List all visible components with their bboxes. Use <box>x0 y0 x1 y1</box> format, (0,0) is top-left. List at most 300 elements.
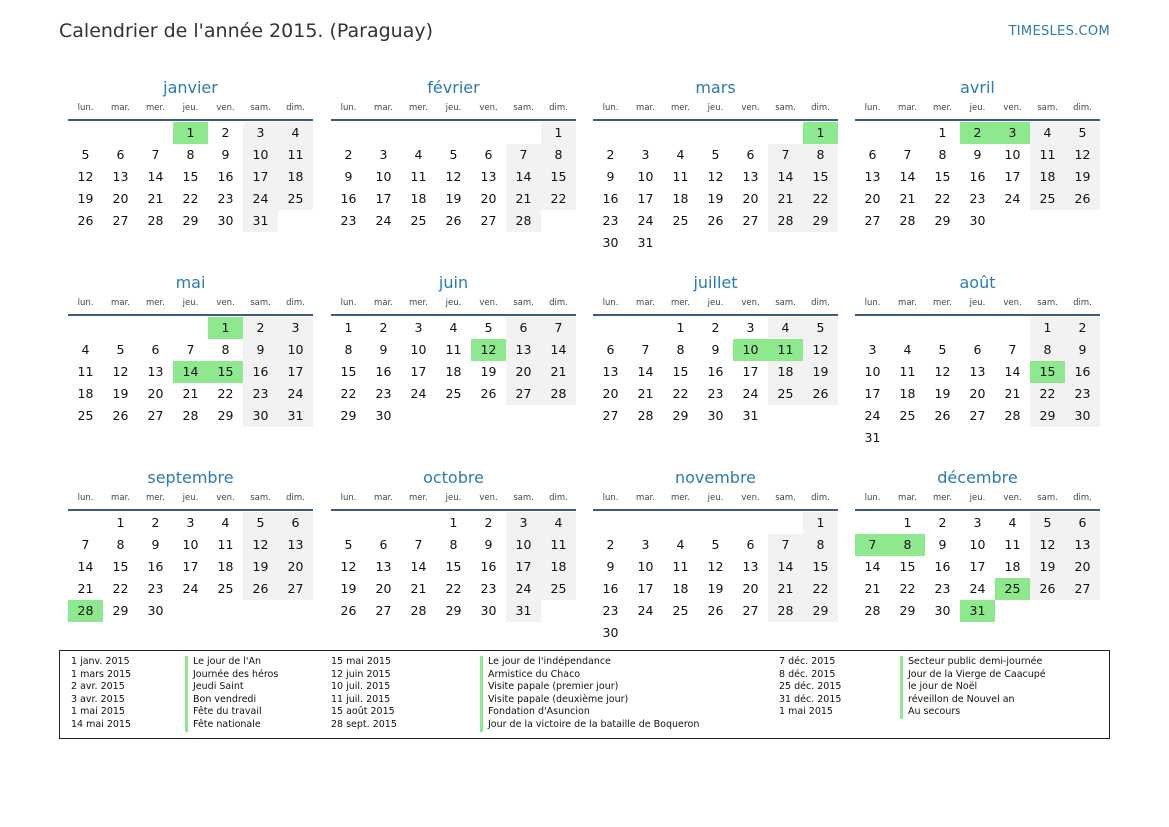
weekday-label: ven. <box>741 103 760 113</box>
day-cell: 29 <box>1030 405 1065 427</box>
holiday-names-column <box>185 656 278 732</box>
day-cell: 7 <box>903 147 912 162</box>
day-cell: 1 <box>116 515 125 530</box>
month-divider <box>593 314 838 316</box>
weekday-label: lun. <box>602 103 619 113</box>
day-cell: 2 <box>243 317 278 339</box>
day-cell: 10 <box>637 559 654 574</box>
day-cell: 19 <box>243 556 278 578</box>
day-cell: 18 <box>672 191 689 206</box>
day-cell: 10 <box>278 339 313 361</box>
day-cell: 16 <box>1065 361 1100 383</box>
holiday-date: 31 déc. 2015 <box>779 693 842 705</box>
day-cell: 18 <box>445 364 462 379</box>
day-cell: 7 <box>541 317 576 339</box>
holiday-name: Fête du travail <box>185 706 278 719</box>
day-cell: 29 <box>803 600 838 622</box>
day-cell: 18 <box>77 386 94 401</box>
day-cell: 17 <box>742 364 759 379</box>
weekday-label: jeu. <box>969 493 986 503</box>
weekday-label: mar. <box>111 493 130 503</box>
day-cell: 19 <box>480 364 497 379</box>
day-cell: 23 <box>1065 383 1100 405</box>
day-cell: 3 <box>746 320 755 335</box>
day-cell: 9 <box>606 169 615 184</box>
day-cell: 5 <box>116 342 125 357</box>
day-cell: 9 <box>973 147 982 162</box>
day-cell: 1 <box>803 512 838 534</box>
holiday-day-cell: 15 <box>208 361 243 383</box>
day-cell: 12 <box>1030 534 1065 556</box>
weekday-label: lun. <box>864 493 881 503</box>
day-cell: 30 <box>243 405 278 427</box>
day-cell: 17 <box>1004 169 1021 184</box>
day-cell: 29 <box>112 603 129 618</box>
day-cell: 6 <box>379 537 388 552</box>
day-cell: 9 <box>938 537 947 552</box>
day-cell: 3 <box>414 320 423 335</box>
day-cell: 25 <box>410 213 427 228</box>
day-cell: 12 <box>77 169 94 184</box>
weekday-label: lun. <box>77 103 94 113</box>
day-cell: 15 <box>899 559 916 574</box>
holiday-name: Armistice du Chaco <box>480 669 699 682</box>
day-cell: 19 <box>934 386 951 401</box>
day-cell: 6 <box>151 342 160 357</box>
day-cell: 21 <box>182 386 199 401</box>
day-cell: 5 <box>484 320 493 335</box>
day-cell: 23 <box>147 581 164 596</box>
day-cell: 2 <box>938 515 947 530</box>
weekday-label: mar. <box>374 298 393 308</box>
day-cell: 13 <box>864 169 881 184</box>
day-cell: 5 <box>243 512 278 534</box>
holiday-day-cell: 12 <box>471 339 506 361</box>
weekday-label: mar. <box>636 493 655 503</box>
day-cell: 13 <box>969 364 986 379</box>
day-cell: 15 <box>803 166 838 188</box>
holiday-day-cell: 1 <box>173 122 208 144</box>
weekday-label: jeu. <box>182 103 199 113</box>
day-cell: 19 <box>707 191 724 206</box>
day-cell: 8 <box>541 144 576 166</box>
day-cell: 11 <box>77 364 94 379</box>
weekday-label: dim. <box>549 103 568 113</box>
day-cell: 2 <box>344 147 353 162</box>
day-cell: 16 <box>602 191 619 206</box>
month-name: décembre <box>937 468 1018 487</box>
day-cell: 20 <box>112 191 129 206</box>
day-cell: 10 <box>864 364 881 379</box>
day-cell: 4 <box>676 147 685 162</box>
day-cell: 11 <box>278 144 313 166</box>
day-cell: 13 <box>375 559 392 574</box>
day-cell: 29 <box>445 603 462 618</box>
day-cell: 17 <box>864 386 881 401</box>
day-cell: 26 <box>1065 188 1100 210</box>
day-cell: 30 <box>602 625 619 640</box>
day-cell: 1 <box>938 125 947 140</box>
day-cell: 4 <box>903 342 912 357</box>
month-name: mai <box>175 273 206 292</box>
day-cell: 3 <box>379 147 388 162</box>
day-cell: 6 <box>606 342 615 357</box>
holiday-day-cell: 7 <box>855 534 890 556</box>
day-cell: 27 <box>602 408 619 423</box>
day-cell: 27 <box>1065 578 1100 600</box>
day-cell: 4 <box>414 147 423 162</box>
day-cell: 7 <box>151 147 160 162</box>
day-cell: 13 <box>278 534 313 556</box>
day-cell: 2 <box>151 515 160 530</box>
day-cell: 9 <box>1065 339 1100 361</box>
day-cell: 30 <box>147 603 164 618</box>
day-cell: 25 <box>899 408 916 423</box>
day-cell: 26 <box>934 408 951 423</box>
day-cell: 13 <box>1065 534 1100 556</box>
day-cell: 28 <box>637 408 654 423</box>
day-cell: 8 <box>676 342 685 357</box>
day-cell: 14 <box>541 339 576 361</box>
day-cell: 22 <box>541 188 576 210</box>
weekday-label: lun. <box>864 103 881 113</box>
day-cell: 24 <box>864 408 881 423</box>
day-cell: 6 <box>868 147 877 162</box>
holiday-date: 1 mars 2015 <box>71 668 132 680</box>
day-cell: 5 <box>938 342 947 357</box>
holiday-list <box>59 650 1110 739</box>
weekday-label: jeu. <box>445 298 462 308</box>
holiday-name: Visite papale (premier jour) <box>480 681 699 694</box>
weekday-label: sam. <box>1037 493 1058 503</box>
day-cell: 23 <box>707 386 724 401</box>
month-divider <box>855 119 1100 121</box>
holiday-dates-column <box>779 656 841 719</box>
day-cell: 13 <box>506 339 541 361</box>
day-cell: 11 <box>445 342 462 357</box>
day-cell: 27 <box>742 603 759 618</box>
holiday-dates-column <box>71 656 131 732</box>
day-cell: 9 <box>606 559 615 574</box>
day-cell: 31 <box>637 235 654 250</box>
weekday-label: dim. <box>286 493 305 503</box>
day-cell: 23 <box>602 603 619 618</box>
day-cell: 19 <box>1065 166 1100 188</box>
day-cell: 7 <box>414 537 423 552</box>
day-cell: 22 <box>1030 383 1065 405</box>
day-cell: 17 <box>375 191 392 206</box>
day-cell: 4 <box>81 342 90 357</box>
day-cell: 19 <box>77 191 94 206</box>
day-cell: 21 <box>541 361 576 383</box>
day-cell: 11 <box>672 559 689 574</box>
day-cell: 16 <box>147 559 164 574</box>
month-name: septembre <box>147 468 234 487</box>
day-cell: 16 <box>340 191 357 206</box>
day-cell: 27 <box>112 213 129 228</box>
day-cell: 11 <box>672 169 689 184</box>
day-cell: 8 <box>1030 339 1065 361</box>
day-cell: 17 <box>969 559 986 574</box>
weekday-label: mer. <box>146 493 165 503</box>
day-cell: 24 <box>375 213 392 228</box>
holiday-names-column <box>480 656 699 732</box>
day-cell: 3 <box>278 317 313 339</box>
weekday-label: ven. <box>479 298 498 308</box>
day-cell: 24 <box>637 213 654 228</box>
day-cell: 14 <box>768 556 803 578</box>
day-cell: 15 <box>112 559 129 574</box>
weekday-label: sam. <box>250 103 271 113</box>
day-cell: 22 <box>217 386 234 401</box>
day-cell: 29 <box>672 408 689 423</box>
holiday-dates-column <box>331 656 397 732</box>
day-cell: 12 <box>1065 144 1100 166</box>
weekday-label: lun. <box>77 493 94 503</box>
site-link[interactable]: TIMESLES.COM <box>1008 24 1110 39</box>
day-cell: 24 <box>742 386 759 401</box>
day-cell: 14 <box>768 166 803 188</box>
day-cell: 27 <box>278 578 313 600</box>
holiday-date: 11 juil. 2015 <box>331 693 391 705</box>
holiday-name: Bon vendredi <box>185 694 278 707</box>
day-cell: 22 <box>445 581 462 596</box>
weekday-label: ven. <box>1003 298 1022 308</box>
weekday-label: sam. <box>775 493 796 503</box>
day-cell: 16 <box>602 581 619 596</box>
holiday-date: 25 déc. 2015 <box>779 681 842 693</box>
weekday-label: sam. <box>1037 103 1058 113</box>
weekday-label: jeu. <box>969 103 986 113</box>
month-divider <box>855 509 1100 511</box>
day-cell: 11 <box>1004 537 1021 552</box>
day-cell: 18 <box>217 559 234 574</box>
day-cell: 15 <box>672 364 689 379</box>
holiday-name: Jour de la Vierge de Caacupé <box>900 669 1046 682</box>
holiday-day-cell: 3 <box>995 122 1030 144</box>
day-cell: 9 <box>243 339 278 361</box>
weekday-label: ven. <box>1003 103 1022 113</box>
day-cell: 13 <box>480 169 497 184</box>
day-cell: 23 <box>243 383 278 405</box>
holiday-day-cell: 1 <box>803 122 838 144</box>
day-cell: 13 <box>742 559 759 574</box>
holiday-date: 14 mai 2015 <box>71 718 132 730</box>
holiday-date: 15 août 2015 <box>331 706 395 718</box>
day-cell: 11 <box>217 537 234 552</box>
day-cell: 25 <box>672 213 689 228</box>
day-cell: 6 <box>278 512 313 534</box>
day-cell: 30 <box>1065 405 1100 427</box>
holiday-day-cell: 28 <box>68 600 103 622</box>
day-cell: 29 <box>340 408 357 423</box>
day-cell: 14 <box>1004 364 1021 379</box>
holiday-date: 8 déc. 2015 <box>779 668 836 680</box>
day-cell: 26 <box>243 578 278 600</box>
day-cell: 25 <box>445 386 462 401</box>
day-cell: 18 <box>768 361 803 383</box>
day-cell: 6 <box>116 147 125 162</box>
weekday-label: ven. <box>216 298 235 308</box>
day-cell: 19 <box>445 191 462 206</box>
day-cell: 29 <box>803 210 838 232</box>
day-cell: 24 <box>243 188 278 210</box>
day-cell: 19 <box>340 581 357 596</box>
day-cell: 28 <box>768 600 803 622</box>
holiday-day-cell: 15 <box>1030 361 1065 383</box>
day-cell: 5 <box>711 147 720 162</box>
day-cell: 9 <box>344 169 353 184</box>
day-cell: 24 <box>278 383 313 405</box>
day-cell: 10 <box>410 342 427 357</box>
day-cell: 26 <box>340 603 357 618</box>
day-cell: 23 <box>969 191 986 206</box>
weekday-label: dim. <box>1073 298 1092 308</box>
weekday-label: mar. <box>898 493 917 503</box>
day-cell: 22 <box>803 578 838 600</box>
day-cell: 26 <box>803 383 838 405</box>
holiday-day-cell: 2 <box>960 122 995 144</box>
holiday-date: 15 mai 2015 <box>331 656 392 667</box>
day-cell: 25 <box>278 188 313 210</box>
day-cell: 28 <box>506 210 541 232</box>
weekday-label: jeu. <box>182 493 199 503</box>
day-cell: 2 <box>379 320 388 335</box>
month-name: juillet <box>693 273 738 292</box>
month-divider <box>331 509 576 511</box>
day-cell: 13 <box>742 169 759 184</box>
day-cell: 23 <box>340 213 357 228</box>
day-cell: 24 <box>1004 191 1021 206</box>
day-cell: 3 <box>973 515 982 530</box>
month-name: août <box>959 273 996 292</box>
day-cell: 17 <box>182 559 199 574</box>
day-cell: 2 <box>711 320 720 335</box>
day-cell: 30 <box>375 408 392 423</box>
weekday-label: mer. <box>671 298 690 308</box>
month-name: février <box>427 78 480 97</box>
day-cell: 25 <box>541 578 576 600</box>
day-cell: 26 <box>480 386 497 401</box>
month-divider <box>68 119 313 121</box>
day-cell: 31 <box>864 430 881 445</box>
day-cell: 11 <box>410 169 427 184</box>
holiday-date: 3 avr. 2015 <box>71 693 125 705</box>
holiday-day-cell: 31 <box>960 600 995 622</box>
weekday-label: jeu. <box>182 298 199 308</box>
day-cell: 16 <box>934 559 951 574</box>
day-cell: 26 <box>445 213 462 228</box>
weekday-label: ven. <box>1003 493 1022 503</box>
month-name: octobre <box>423 468 484 487</box>
day-cell: 9 <box>711 342 720 357</box>
weekday-label: dim. <box>811 298 830 308</box>
day-cell: 4 <box>221 515 230 530</box>
day-cell: 23 <box>480 581 497 596</box>
month-divider <box>855 314 1100 316</box>
day-cell: 19 <box>1030 556 1065 578</box>
day-cell: 22 <box>340 386 357 401</box>
day-cell: 14 <box>637 364 654 379</box>
weekday-label: sam. <box>775 103 796 113</box>
day-cell: 28 <box>1004 408 1021 423</box>
day-cell: 4 <box>541 512 576 534</box>
day-cell: 3 <box>506 512 541 534</box>
day-cell: 2 <box>606 147 615 162</box>
day-cell: 30 <box>707 408 724 423</box>
weekday-label: jeu. <box>707 493 724 503</box>
day-cell: 30 <box>969 213 986 228</box>
weekday-label: ven. <box>741 493 760 503</box>
day-cell: 27 <box>480 213 497 228</box>
weekday-label: mer. <box>933 298 952 308</box>
weekday-label: jeu. <box>707 298 724 308</box>
day-cell: 27 <box>506 383 541 405</box>
day-cell: 10 <box>969 537 986 552</box>
day-cell: 21 <box>899 191 916 206</box>
day-cell: 17 <box>278 361 313 383</box>
day-cell: 20 <box>375 581 392 596</box>
holiday-day-cell: 11 <box>768 339 803 361</box>
day-cell: 21 <box>768 188 803 210</box>
day-cell: 31 <box>742 408 759 423</box>
holiday-name: le jour de Noël <box>900 681 1046 694</box>
day-cell: 6 <box>1065 512 1100 534</box>
day-cell: 20 <box>742 191 759 206</box>
day-cell: 8 <box>803 534 838 556</box>
day-cell: 26 <box>707 213 724 228</box>
holiday-day-cell: 1 <box>208 317 243 339</box>
day-cell: 16 <box>217 169 234 184</box>
weekday-label: mar. <box>636 103 655 113</box>
day-cell: 18 <box>1030 166 1065 188</box>
day-cell: 22 <box>934 191 951 206</box>
day-cell: 19 <box>112 386 129 401</box>
day-cell: 18 <box>672 581 689 596</box>
day-cell: 7 <box>186 342 195 357</box>
weekday-label: dim. <box>286 298 305 308</box>
day-cell: 20 <box>506 361 541 383</box>
day-cell: 24 <box>969 581 986 596</box>
day-cell: 8 <box>344 342 353 357</box>
day-cell: 12 <box>112 364 129 379</box>
weekday-label: mer. <box>671 103 690 113</box>
day-cell: 28 <box>899 213 916 228</box>
day-cell: 15 <box>340 364 357 379</box>
day-cell: 14 <box>899 169 916 184</box>
day-cell: 17 <box>637 191 654 206</box>
day-cell: 21 <box>410 581 427 596</box>
day-cell: 5 <box>449 147 458 162</box>
day-cell: 20 <box>278 556 313 578</box>
day-cell: 7 <box>81 537 90 552</box>
day-cell: 25 <box>1030 188 1065 210</box>
weekday-label: jeu. <box>969 298 986 308</box>
day-cell: 4 <box>1030 122 1065 144</box>
day-cell: 9 <box>484 537 493 552</box>
day-cell: 31 <box>243 210 278 232</box>
holiday-name: Au secours <box>900 706 1046 719</box>
weekday-label: mer. <box>933 103 952 113</box>
weekday-label: sam. <box>513 298 534 308</box>
weekday-label: lun. <box>602 493 619 503</box>
weekday-label: mar. <box>374 493 393 503</box>
day-cell: 22 <box>672 386 689 401</box>
day-cell: 14 <box>147 169 164 184</box>
day-cell: 17 <box>410 364 427 379</box>
holiday-name: Journée des héros <box>185 669 278 682</box>
holiday-name: Secteur public demi-journée <box>900 656 1046 669</box>
